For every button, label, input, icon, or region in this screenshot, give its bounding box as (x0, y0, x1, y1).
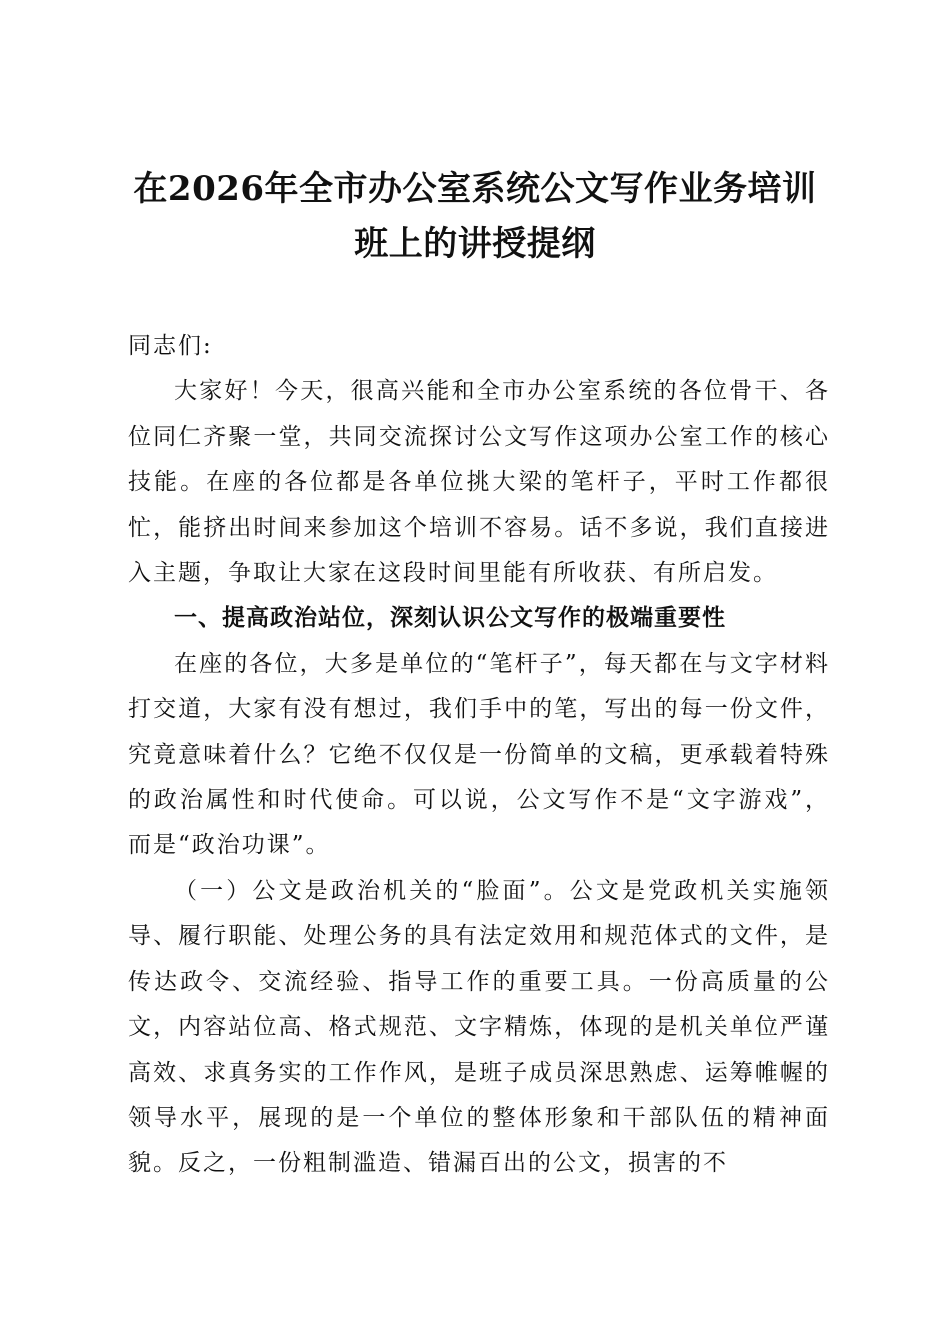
paragraph-intro: 大家好！今天，很高兴能和全市办公室系统的各位骨干、各位同仁齐聚一堂，共同交流探讨公文写作这项办公室工作的核心技能。在座的各位都是各单位挑大梁的笔杆子，平时工作都很忙，能挤出时间来参加这个培训不容易。话不多说，我们直接进入主题，争取让大家在这段时间里能有所收获、有所启发。 (128, 378, 830, 587)
title-line-1: 在2026年全市办公室系统公文写作业务培训 (133, 169, 817, 209)
document-body (128, 324, 830, 1187)
paragraph-section-1: 在座的各位，大多是单位的“笔杆子”，每天都在与文字材料打交道，大家有没有想过，我们手中的笔，写出的每一份文件，究竟意味着什么？它绝不仅仅是一份简单的文稿，更承载着特殊的政治属性和时代使命。可以说，公文写作不是“文字游戏”，而是“政治功课”。 (128, 650, 830, 859)
paragraph-subsection-1: （一）公文是政治机关的“脸面”。公文是党政机关实施领导、履行职能、处理公务的具有法定效用和规范体式的文件，是传达政令、交流经验、指导工作的重要工具。一份高质量的公文，内容站位高、格式规范、文字精炼，体现的是机关单位严谨高效、求真务实的工作作风，是班子成员深思熟虑、运筹帷幄的领导水平，展现的是一个单位的整体形象和干部队伍的精神面貌。反之，一份粗制滥造、错漏百出的公文，损害的不 (128, 877, 830, 1177)
section-heading-1: 一、提高政治站位，深刻认识公文写作的极端重要性 (174, 605, 726, 632)
title-line-2: 班上的讲授提纲 (354, 224, 596, 264)
salutation: 同志们: (128, 333, 213, 359)
document-title (110, 162, 840, 272)
